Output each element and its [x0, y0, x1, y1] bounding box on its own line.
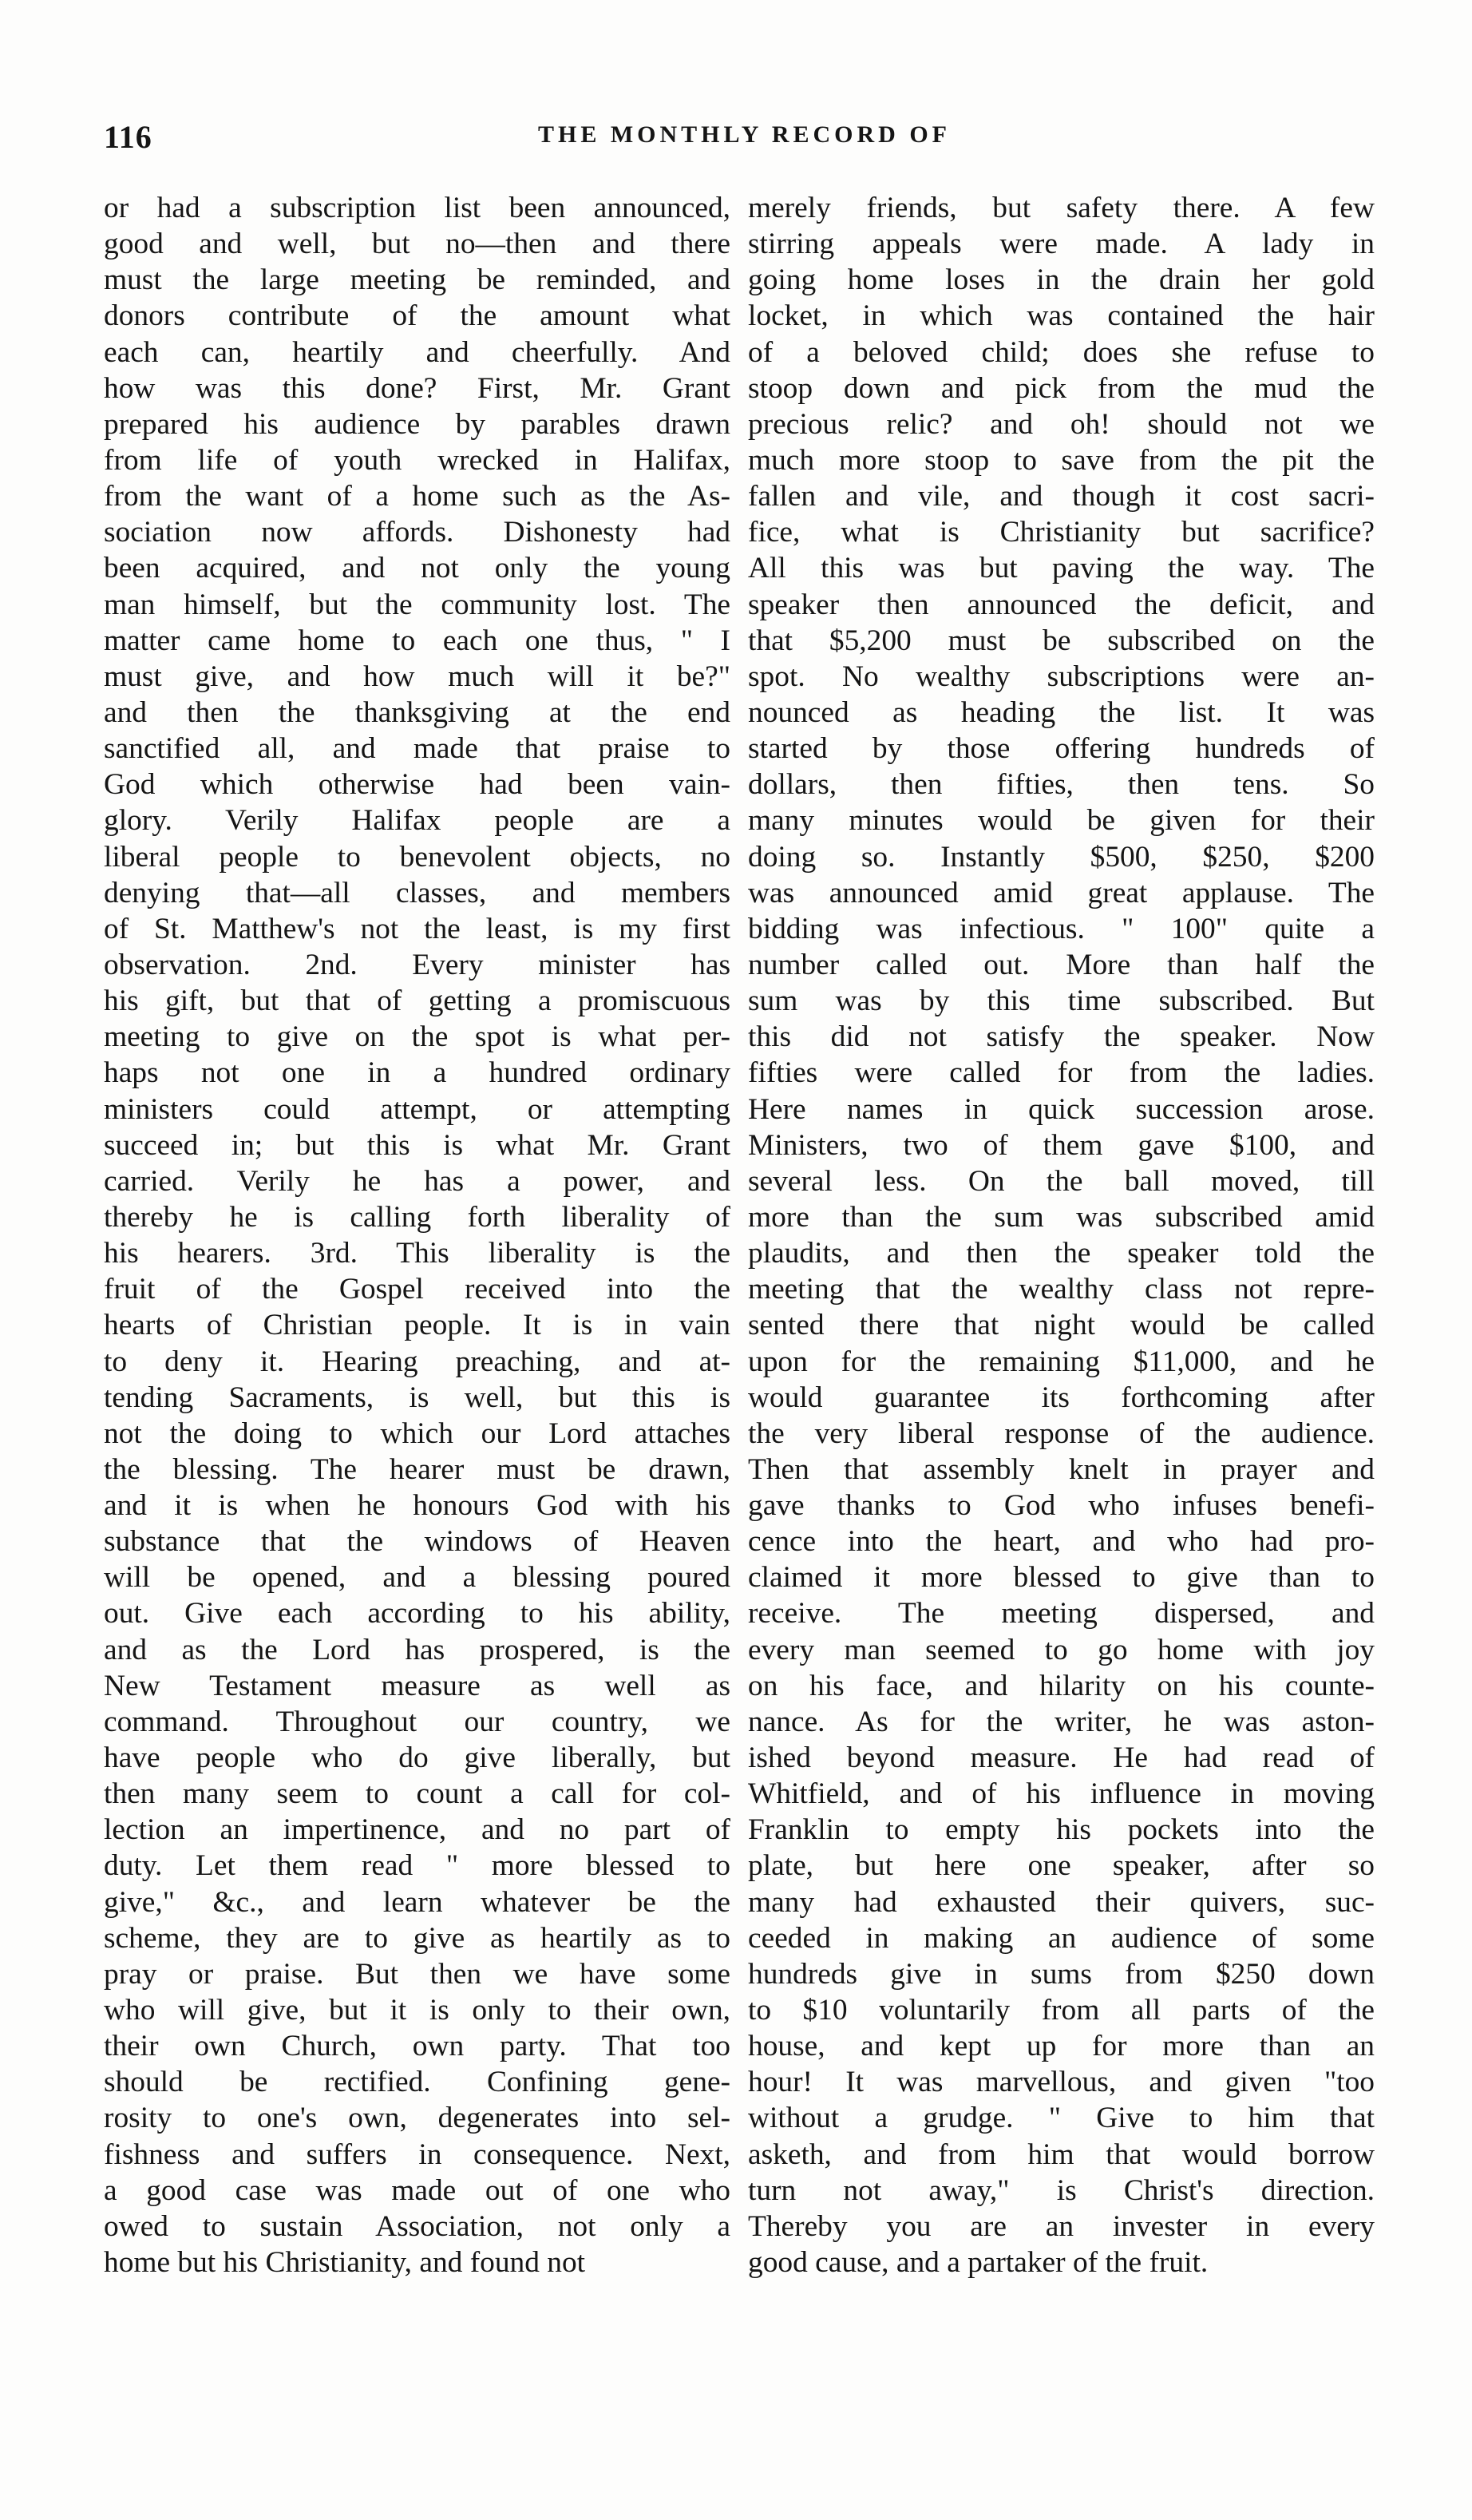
text-line: from life of youth wrecked in Halifax, [104, 443, 730, 477]
text-line: haps not one in a hundred ordinary [104, 1056, 730, 1090]
text-line: rosity to one's own, degenerates into sel- [104, 2102, 730, 2135]
text-line: Ministers, two of them gave $100, and [748, 1128, 1375, 1162]
text-line: sum was by this time subscribed. But [748, 985, 1375, 1018]
text-line: scheme, they are to give as heartily as to [104, 1921, 730, 1955]
text-line: to $10 voluntarily from all parts of the [748, 1994, 1375, 2027]
text-line: on his face, and hilarity on his counte- [748, 1669, 1375, 1702]
text-line: denying that—all classes, and members [104, 876, 730, 909]
text-line: carried. Verily he has a power, and [104, 1164, 730, 1198]
text-line: lection an impertinence, and no part of [104, 1813, 730, 1847]
text-line: his hearers. 3rd. This liberality is the [104, 1237, 730, 1270]
text-line: then many seem to count a call for col- [104, 1777, 730, 1811]
text-line: who will give, but it is only to their own, [104, 1994, 730, 2027]
text-line: Franklin to empty his pockets into the [748, 1813, 1375, 1847]
text-line: would guarantee its forthcoming after [748, 1381, 1375, 1414]
text-line: matter came home to each one thus, " I [104, 624, 730, 657]
text-line: fifties were called for from the ladies. [748, 1056, 1375, 1090]
text-line: sociation now affords. Dishonesty had [104, 516, 730, 549]
text-line: out. Give each according to his ability, [104, 1597, 730, 1630]
text-line: ministers could attempt, or attempting [104, 1092, 730, 1126]
text-line: gave thanks to God who infuses benefi- [748, 1489, 1375, 1523]
text-line: many minutes would be given for their [748, 804, 1375, 838]
page-number: 116 [104, 119, 152, 155]
text-line: turn not away," is Christ's direction. [748, 2173, 1375, 2207]
text-line: speaker then announced the deficit, and [748, 588, 1375, 621]
text-line: asketh, and from him that would borrow [748, 2138, 1375, 2171]
text-line: dollars, then fifties, then tens. So [748, 768, 1375, 802]
text-line: several less. On the ball moved, till [748, 1164, 1375, 1198]
text-line: fishness and suffers in consequence. Next, [104, 2138, 730, 2171]
text-line: each can, heartily and cheerfully. And [104, 335, 730, 369]
text-line: the very liberal response of the audience. [748, 1417, 1375, 1450]
text-line: home but his Christianity, and found not [104, 2246, 586, 2280]
text-line: will be opened, and a blessing poured [104, 1561, 730, 1595]
text-line: of St. Matthew's not the least, is my first [104, 912, 730, 945]
text-line: tending Sacraments, is well, but this is [104, 1381, 730, 1414]
text-line: upon for the remaining $11,000, and he [748, 1345, 1375, 1378]
text-line: should be rectified. Confining gene- [104, 2066, 730, 2099]
text-line: must give, and how much will it be?" [104, 660, 730, 693]
text-line: many had exhausted their quivers, suc- [748, 1885, 1375, 1919]
text-line: observation. 2nd. Every minister has [104, 948, 730, 981]
text-line: God which otherwise had been vain- [104, 768, 730, 802]
text-line: fruit of the Gospel received into the [104, 1273, 730, 1306]
text-line: All this was but paving the way. The [748, 552, 1375, 585]
text-line: the blessing. The hearer must be drawn, [104, 1452, 730, 1486]
text-line: liberal people to benevolent objects, no [104, 840, 730, 874]
text-line: claimed it more blessed to give than to [748, 1561, 1375, 1595]
text-line: that $5,200 must be subscribed on the [748, 624, 1375, 657]
text-line: been acquired, and not only the young [104, 552, 730, 585]
text-line: plaudits, and then the speaker told the [748, 1237, 1375, 1270]
text-line: man himself, but the community lost. The [104, 588, 730, 621]
left-text-column [104, 190, 730, 2280]
text-line: from the want of a home such as the As- [104, 480, 730, 513]
text-line: his gift, but that of getting a promiscuous [104, 985, 730, 1018]
text-line: this did not satisfy the speaker. Now [748, 1020, 1375, 1054]
text-line: glory. Verily Halifax people are a [104, 804, 730, 838]
text-line: command. Throughout our country, we [104, 1705, 730, 1738]
text-line: doing so. Instantly $500, $250, $200 [748, 840, 1375, 874]
text-line: bidding was infectious. " 100" quite a [748, 912, 1375, 945]
text-line: must the large meeting be reminded, and [104, 263, 730, 297]
text-line: sanctified all, and made that praise to [104, 732, 730, 766]
text-line: every man seemed to go home with joy [748, 1633, 1375, 1666]
text-line: more than the sum was subscribed amid [748, 1200, 1375, 1234]
text-line: and it is when he honours God with his [104, 1489, 730, 1523]
text-line: not the doing to which our Lord attaches [104, 1417, 730, 1450]
text-line: much more stoop to save from the pit the [748, 443, 1375, 477]
page-header [96, 118, 1377, 166]
text-line: of a beloved child; does she refuse to [748, 335, 1375, 369]
text-line: Then that assembly knelt in prayer and [748, 1452, 1375, 1486]
text-line: locket, in which was contained the hair [748, 299, 1375, 333]
text-line: prepared his audience by parables drawn [104, 407, 730, 441]
text-line: precious relic? and oh! should not we [748, 407, 1375, 441]
text-line: plate, but here one speaker, after so [748, 1849, 1375, 1883]
text-line: hundreds give in sums from $250 down [748, 1957, 1375, 1991]
text-line: and then the thanksgiving at the end [104, 695, 730, 729]
text-line: meeting that the wealthy class not repre- [748, 1273, 1375, 1306]
text-line: merely friends, but safety there. A few [748, 192, 1375, 224]
text-line: thereby he is calling forth liberality of [104, 1200, 730, 1234]
text-line: going home loses in the drain her gold [748, 263, 1375, 297]
text-line: stirring appeals were made. A lady in [748, 228, 1375, 261]
text-line: stoop down and pick from the mud the [748, 371, 1375, 405]
text-line: Thereby you are an invester in every [748, 2209, 1375, 2243]
text-line: ished beyond measure. He had read of [748, 1741, 1375, 1775]
text-line: started by those offering hundreds of [748, 732, 1375, 766]
text-line: succeed in; but this is what Mr. Grant [104, 1128, 730, 1162]
text-line: Here names in quick succession arose. [748, 1092, 1375, 1126]
text-line: receive. The meeting dispersed, and [748, 1597, 1375, 1630]
text-line: ceeded in making an audience of some [748, 1921, 1375, 1955]
text-line: cence into the heart, and who had pro- [748, 1525, 1375, 1559]
text-line: give," &c., and learn whatever be the [104, 1885, 730, 1919]
text-line: how was this done? First, Mr. Grant [104, 371, 730, 405]
text-line: a good case was made out of one who [104, 2173, 730, 2207]
text-line: fallen and vile, and though it cost sacri- [748, 480, 1375, 513]
text-line: Whitfield, and of his influence in moving [748, 1777, 1375, 1811]
text-line: hearts of Christian people. It is in vain [104, 1309, 730, 1342]
text-line: donors contribute of the amount what [104, 299, 730, 333]
text-line: nance. As for the writer, he was aston- [748, 1705, 1375, 1738]
text-line: or had a subscription list been announced, [104, 192, 730, 224]
text-line: good cause, and a partaker of the fruit. [748, 2246, 1209, 2280]
text-line: duty. Let them read " more blessed to [104, 1849, 730, 1883]
text-line: to deny it. Hearing preaching, and at- [104, 1345, 730, 1378]
text-line: fice, what is Christianity but sacrifice? [748, 516, 1375, 549]
text-line: substance that the windows of Heaven [104, 1525, 730, 1559]
text-line: was announced amid great applause. The [748, 876, 1375, 909]
text-line: hour! It was marvellous, and given "too [748, 2066, 1375, 2099]
text-line: number called out. More than half the [748, 948, 1375, 981]
text-line: house, and kept up for more than an [748, 2030, 1375, 2063]
text-line: New Testament measure as well as [104, 1669, 730, 1702]
text-line: pray or praise. But then we have some [104, 1957, 730, 1991]
text-line: their own Church, own party. That too [104, 2030, 730, 2063]
text-line: have people who do give liberally, but [104, 1741, 730, 1775]
running-title: THE MONTHLY RECORD OF [538, 121, 951, 148]
text-line: owed to sustain Association, not only a [104, 2209, 730, 2243]
right-text-column [748, 190, 1375, 2280]
text-line: sented there that night would be called [748, 1309, 1375, 1342]
text-line: without a grudge. " Give to him that [748, 2102, 1375, 2135]
text-line: and as the Lord has prospered, is the [104, 1633, 730, 1666]
text-line: meeting to give on the spot is what per- [104, 1020, 730, 1054]
text-line: nounced as heading the list. It was [748, 695, 1375, 729]
text-line: good and well, but no—then and there [104, 228, 730, 261]
text-line: spot. No wealthy subscriptions were an- [748, 660, 1375, 693]
